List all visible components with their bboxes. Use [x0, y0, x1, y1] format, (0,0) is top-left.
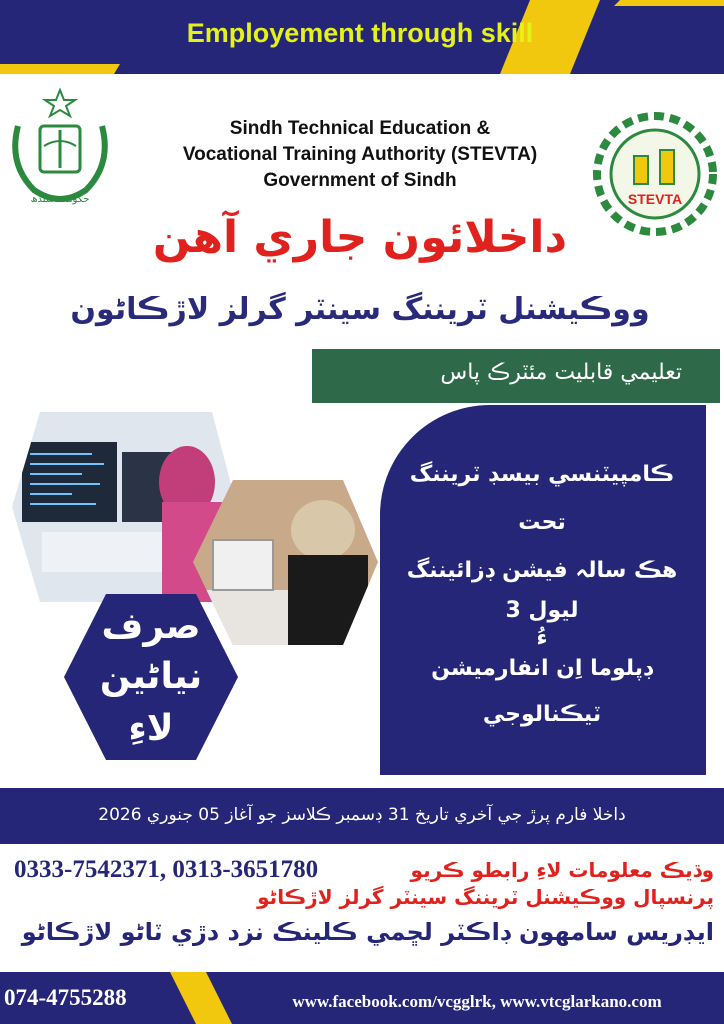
address-line: ايڊريس سامهون ڊاڪٽر لڇمي ڪلينڪ نزد دڙي ٽاڻو لاڙڪاڻو — [21, 918, 714, 946]
admission-dates-text: داخلا فارم پرڙ جي آخري تاريخ 31 ڊسمبر ڪلاسز جو آغاز 05 جنوري 2026 — [98, 805, 626, 825]
contact-phones: 0333-7542371, 0313-3651780 — [14, 856, 319, 883]
right-logo-text: STEVTA — [627, 191, 683, 207]
hex-line-2: نياڻين — [99, 656, 203, 697]
course-line-6: ڊپلوما اِن انفارميشن — [431, 656, 653, 681]
course-line-3: هڪ سالہ فيشن ڊزائيننگ — [406, 558, 678, 583]
org-line-2: Vocational Training Authority (STEVTA) — [182, 144, 538, 165]
org-line-1: Sindh Technical Education & — [229, 118, 491, 139]
principal-line: پرنسپال ووڪيشنل ٽريننگ سينٽر گرلز لاڙڪاڻو — [257, 885, 714, 909]
org-line-3: Government of Sindh — [263, 170, 457, 191]
course-line-2: تحت — [518, 510, 566, 535]
admissions-open-headline: داخلائون جاري آهن — [152, 212, 568, 263]
hex-line-3: لاءِ — [128, 708, 174, 749]
center-name: ووڪيشنل ٽريننگ سينٽر گرلز لاڙڪاڻون — [70, 292, 650, 327]
course-line-1: ڪامپيٽنسي بيسڊ ٽريننگ — [409, 462, 675, 487]
hex-line-1: صرف — [101, 606, 201, 647]
contact-label: وڌيڪ معلومات لاءِ رابطو ڪريو — [410, 858, 714, 882]
footer-phone: 074-4755288 — [4, 985, 127, 1010]
qualification-text: تعليمي قابليت مئٽرڪ پاس — [440, 360, 682, 385]
banner-tagline: Employement through skill — [186, 18, 534, 48]
left-logo-caption: حکومت سندھ — [30, 194, 90, 205]
course-line-4: ليول 3 — [505, 598, 579, 623]
sindh-government-logo — [4, 86, 116, 206]
course-line-7: ٽيڪنالوجي — [482, 702, 602, 727]
footer-web-links[interactable]: www.facebook.com/vcgglrk, www.vtcglarkano.com — [292, 992, 662, 1011]
organization-block — [110, 116, 610, 194]
course-line-5: ءُ — [536, 626, 548, 651]
